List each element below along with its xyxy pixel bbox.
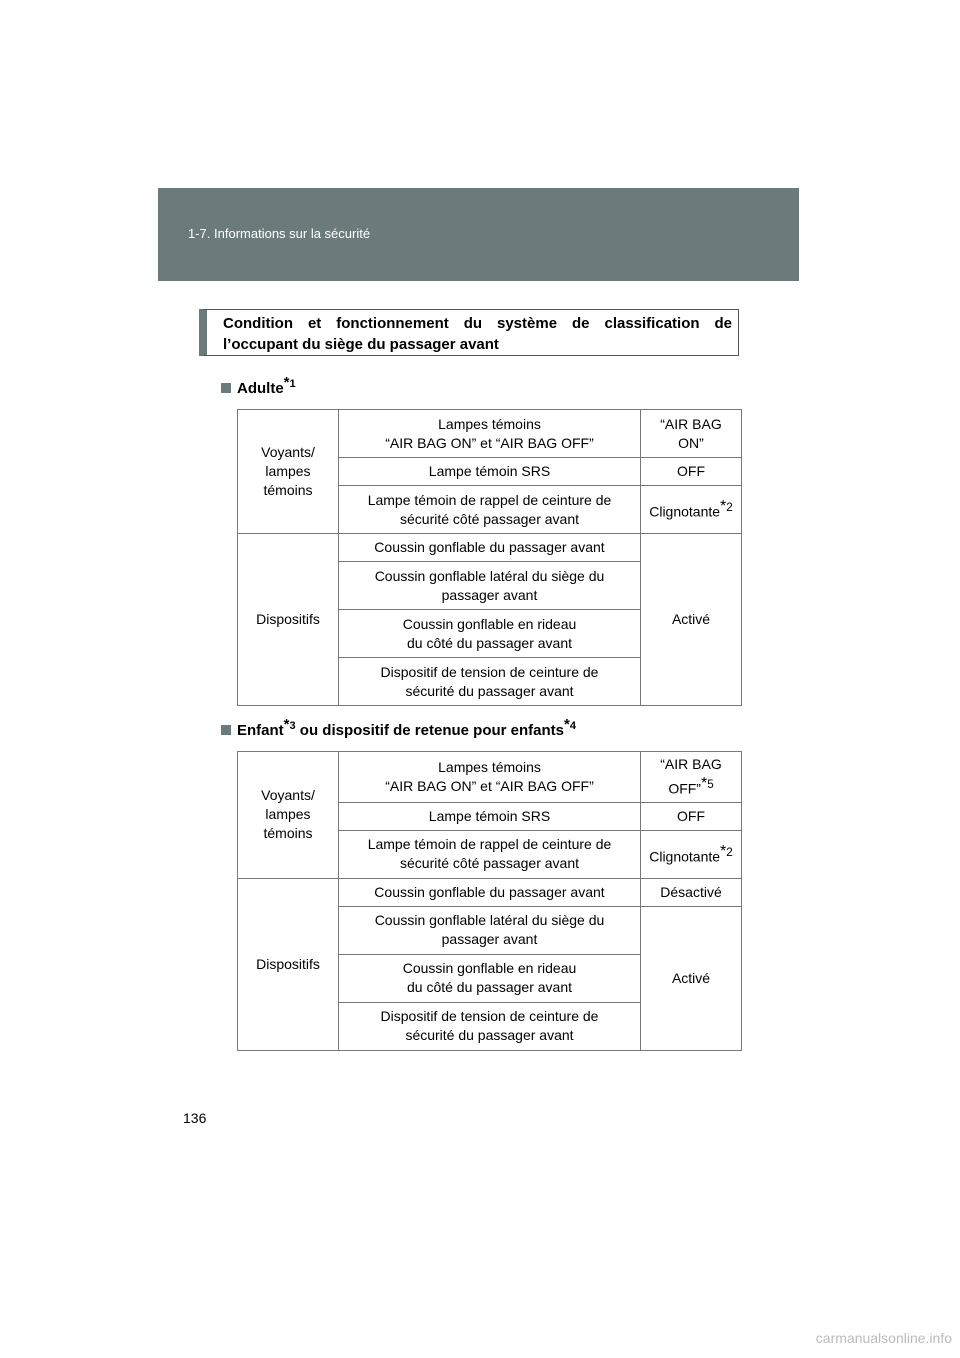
device-cell: Coussin gonflable du passager avant (339, 878, 641, 906)
device-cell: Dispositif de tension de ceinture de sécurité du passager avant (339, 658, 641, 706)
lamps-cell: Lampes témoins “AIR BAG ON” et “AIR BAG OFF” (339, 752, 641, 803)
devices-value-cell: Activé (641, 534, 742, 706)
devices-value-cell: Activé (641, 906, 742, 1050)
section-title: Condition et fonctionnement du système de classification de l’occupant du siège du passager avant (223, 315, 732, 353)
table-row (238, 534, 742, 562)
srs-value-cell: OFF (641, 802, 742, 830)
adult-table (237, 409, 742, 706)
srs-cell: Lampe témoin SRS (339, 802, 641, 830)
device-cell: Dispositif de tension de ceinture de sécurité du passager avant (339, 1002, 641, 1050)
child-table (237, 751, 742, 1051)
srs-value-cell: OFF (641, 458, 742, 486)
lamps-value-cell: “AIR BAG ON” (641, 410, 742, 458)
device-value-cell: Désactivé (641, 878, 742, 906)
devices-label-cell: Dispositifs (238, 534, 339, 706)
child-heading: Enfant$^{*3}$ ou dispositif de retenue pour enfants$^{*4}$ (221, 716, 576, 739)
device-cell: Coussin gonflable latéral du siège du passager avant (339, 562, 641, 610)
table-row (238, 752, 742, 803)
adult-heading: Adulte$^{*1}$ (221, 374, 296, 397)
section-reference: 1-7. Informations sur la sécurité (188, 226, 371, 241)
voyants-label-cell: Voyants/ lampes témoins (238, 410, 339, 534)
belt-cell: Lampe témoin de rappel de ceinture de sécurité côté passager avant (339, 830, 641, 878)
devices-label-cell: Dispositifs (238, 878, 339, 1050)
belt-value-cell: Clignotante$^{*2}$ (641, 486, 742, 534)
device-cell: Coussin gonflable du passager avant (339, 534, 641, 562)
device-cell: Coussin gonflable latéral du siège du passager avant (339, 906, 641, 954)
section-title-box (199, 309, 739, 356)
table-row (238, 878, 742, 906)
srs-cell: Lampe témoin SRS (339, 458, 641, 486)
lamps-cell: Lampes témoins “AIR BAG ON” et “AIR BAG OFF” (339, 410, 641, 458)
belt-cell: Lampe témoin de rappel de ceinture de sécurité côté passager avant (339, 486, 641, 534)
lamps-value-cell: “AIR BAG OFF”$^{*5}$ (641, 752, 742, 803)
device-cell: Coussin gonflable en rideau du côté du passager avant (339, 610, 641, 658)
page-number: 136 (183, 1110, 207, 1126)
square-bullet-icon (221, 383, 231, 393)
belt-value-cell: Clignotante$^{*2}$ (641, 830, 742, 878)
table-row (238, 410, 742, 458)
voyants-label-cell: Voyants/ lampes témoins (238, 752, 339, 879)
watermark: carmanualsonline.info (815, 1330, 952, 1346)
square-bullet-icon (221, 725, 231, 735)
device-cell: Coussin gonflable en rideau du côté du passager avant (339, 954, 641, 1002)
